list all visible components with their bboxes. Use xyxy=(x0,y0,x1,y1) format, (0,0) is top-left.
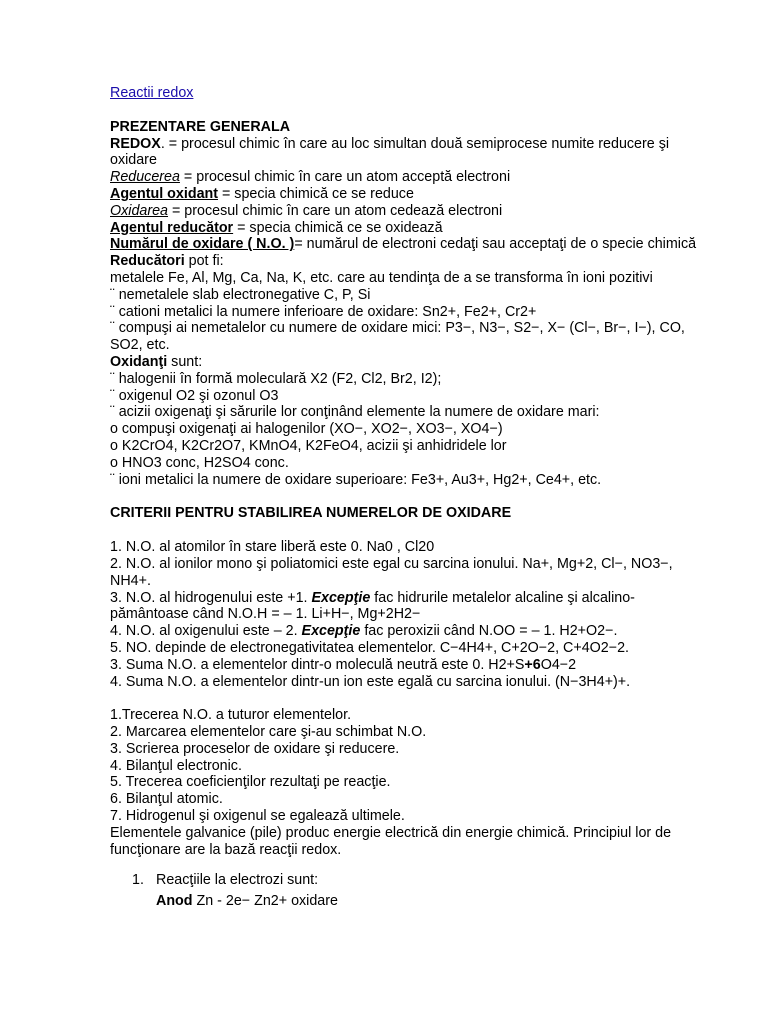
oxidarea-definition xyxy=(110,203,710,220)
section-title-criterii xyxy=(110,505,710,522)
rule-1: 1. N.O. al atomilor în stare liberă este 0. Na0 , Cl20 xyxy=(110,539,435,556)
section-title-text: PREZENTARE GENERALA xyxy=(110,118,291,135)
list-item: ¨ nemetalele slab electronegative C, P, Si xyxy=(110,286,371,303)
section-title-prezentare xyxy=(110,119,710,136)
anod-term: Anod xyxy=(156,893,193,910)
agent-reducator-def: = specia chimică ce se oxidează xyxy=(233,219,443,236)
step-item: 7. Hidrogenul şi oxigenul se egalează ultimele. xyxy=(110,808,405,825)
reducerea-definition xyxy=(110,169,710,186)
list-item: metalele Fe, Al, Mg, Ca, Na, K, etc. care au tendinţa de a se transforma în ioni pozitivi xyxy=(110,269,653,286)
agent-reducator-term: Agentul reducător xyxy=(110,219,234,236)
oxidarea-def: = procesul chimic în care un atom cedează electroni xyxy=(168,202,503,219)
oxidanti-term: Oxidanţi xyxy=(110,353,168,370)
rule-5: 5. NO. depinde de electronegativitatea elementelor. C−4H4+, C+2O−2, C+4O2−2. xyxy=(110,639,629,656)
rule-4 xyxy=(110,623,710,640)
list-item: ¨ compuşi ai nemetalelor cu numere de oxidare mici: P3−, N3−, S2−, X− (Cl−, Br−, I−), CO, SO2, etc. xyxy=(110,320,685,354)
redox-term: REDOX xyxy=(110,135,161,152)
list-number: 1. xyxy=(132,872,144,889)
list-item: o HNO3 conc, H2SO4 conc. xyxy=(110,454,289,471)
galvanic-paragraph: Elementele galvanice (pile) produc energie electrică din energie chimică. Principiul lor de funcţionare are la bază reacţii redox. xyxy=(110,824,672,858)
step-item: 4. Bilanţul electronic. xyxy=(110,757,242,774)
step-item: 6. Bilanţul atomic. xyxy=(110,791,223,808)
rule-4-exceptie: Excepţie xyxy=(301,623,361,640)
reducerea-term: Reducerea xyxy=(110,169,180,186)
rule-6-pre: 3. Suma N.O. a elementelor dintr-o moleculă neutră este 0. H2+S xyxy=(110,656,525,673)
reactii-redox-link[interactable]: Reactii redox xyxy=(110,85,194,101)
redox-def: . = procesul chimic în care au loc simultan două semiprocese numite reducere şi oxidare xyxy=(110,135,670,169)
agent-oxidant-def: = specia chimică ce se reduce xyxy=(218,185,414,202)
spacer xyxy=(110,858,710,872)
numar-oxidare-term: Numărul de oxidare ( N.O. ) xyxy=(110,236,295,253)
spacer xyxy=(110,522,710,539)
oxidanti-suffix: sunt: xyxy=(167,353,203,370)
rule-3-pre: 3. N.O. al hidrogenului este +1. xyxy=(110,589,312,606)
list-item: ¨ cationi metalici la numere inferioare de oxidare: Sn2+, Fe2+, Cr2+ xyxy=(110,303,537,320)
numbered-list xyxy=(110,872,710,910)
reducatori-term: Reducători xyxy=(110,253,185,270)
rule-6-post: O4−2 xyxy=(540,656,577,673)
spacer xyxy=(110,102,710,119)
step-item: 3. Scrierea proceselor de oxidare şi reducere. xyxy=(110,740,400,757)
list-item xyxy=(110,872,710,910)
list-item: ¨ oxigenul O2 şi ozonul O3 xyxy=(110,387,279,404)
rule-2: 2. N.O. al ionilor mono şi poliatomici este egal cu sarcina ionului. Na+, Mg+2, Cl−, NO3−, NH4+. xyxy=(110,555,673,589)
reducerea-def: = procesul chimic în care un atom acceptă electroni xyxy=(179,169,511,186)
section-title-text: CRITERII PENTRU STABILIREA NUMERELOR DE OXIDARE xyxy=(110,505,512,522)
step-item: 5. Trecerea coeficienţilor rezultaţi pe reacţie. xyxy=(110,774,391,791)
spacer xyxy=(110,488,710,505)
numar-oxidare-definition xyxy=(110,236,710,253)
agent-oxidant-term: Agentul oxidant xyxy=(110,185,219,202)
rule-4-pre: 4. N.O. al oxigenului este – 2. xyxy=(110,623,302,640)
rule-3-exceptie: Excepţie xyxy=(311,589,371,606)
list-item: o compuşi oxigenaţi ai halogenilor (XO−, XO2−, XO3−, XO4−) xyxy=(110,421,503,438)
rule-4-post: fac peroxizii când N.OO = – 1. H2+O2−. xyxy=(360,623,618,640)
reducatori-heading xyxy=(110,253,710,270)
anod-text: Zn - 2e− Zn2+ oxidare xyxy=(192,893,338,910)
list-item: o K2CrO4, K2Cr2O7, KMnO4, K2FeO4, acizii şi anhidridele lor xyxy=(110,437,507,454)
spacer xyxy=(110,690,710,707)
redox-definition xyxy=(110,136,710,170)
list-item: ¨ ioni metalici la numere de oxidare superioare: Fe3+, Au3+, Hg2+, Ce4+, etc. xyxy=(110,471,602,488)
document-content xyxy=(110,85,710,910)
oxidanti-heading xyxy=(110,354,710,371)
step-item: 2. Marcarea elementelor care şi-au schimbat N.O. xyxy=(110,724,427,741)
step-item: 1.Trecerea N.O. a tuturor elementelor. xyxy=(110,707,352,724)
numar-oxidare-def: = numărul de electroni cedaţi sau acceptaţi de o specie chimică xyxy=(294,236,697,253)
rule-6 xyxy=(110,657,710,674)
rule-3 xyxy=(110,590,710,624)
reducatori-suffix: pot fi: xyxy=(184,253,224,270)
rule-3-post: fac hidrurile metalelor alcaline şi alcalino-pământoase când N.O.H = – 1. Li+H−, Mg+2H2− xyxy=(110,589,635,623)
list-item: ¨ acizii oxigenaţi şi sărurile lor conţinând elemente la numere de oxidare mari: xyxy=(110,404,600,421)
oxidarea-term: Oxidarea xyxy=(110,202,169,219)
agent-reducator-definition xyxy=(110,220,710,237)
anod-line xyxy=(156,893,710,910)
agent-oxidant-definition xyxy=(110,186,710,203)
rule-6-bold: +6 xyxy=(524,656,541,673)
list-item: ¨ halogenii în formă moleculară X2 (F2, Cl2, Br2, I2); xyxy=(110,370,442,387)
rule-7: 4. Suma N.O. a elementelor dintr-un ion este egală cu sarcina ionului. (N−3H4+)+. xyxy=(110,673,631,690)
list-item-text: Reacţiile la electrozi sunt: xyxy=(156,872,319,889)
